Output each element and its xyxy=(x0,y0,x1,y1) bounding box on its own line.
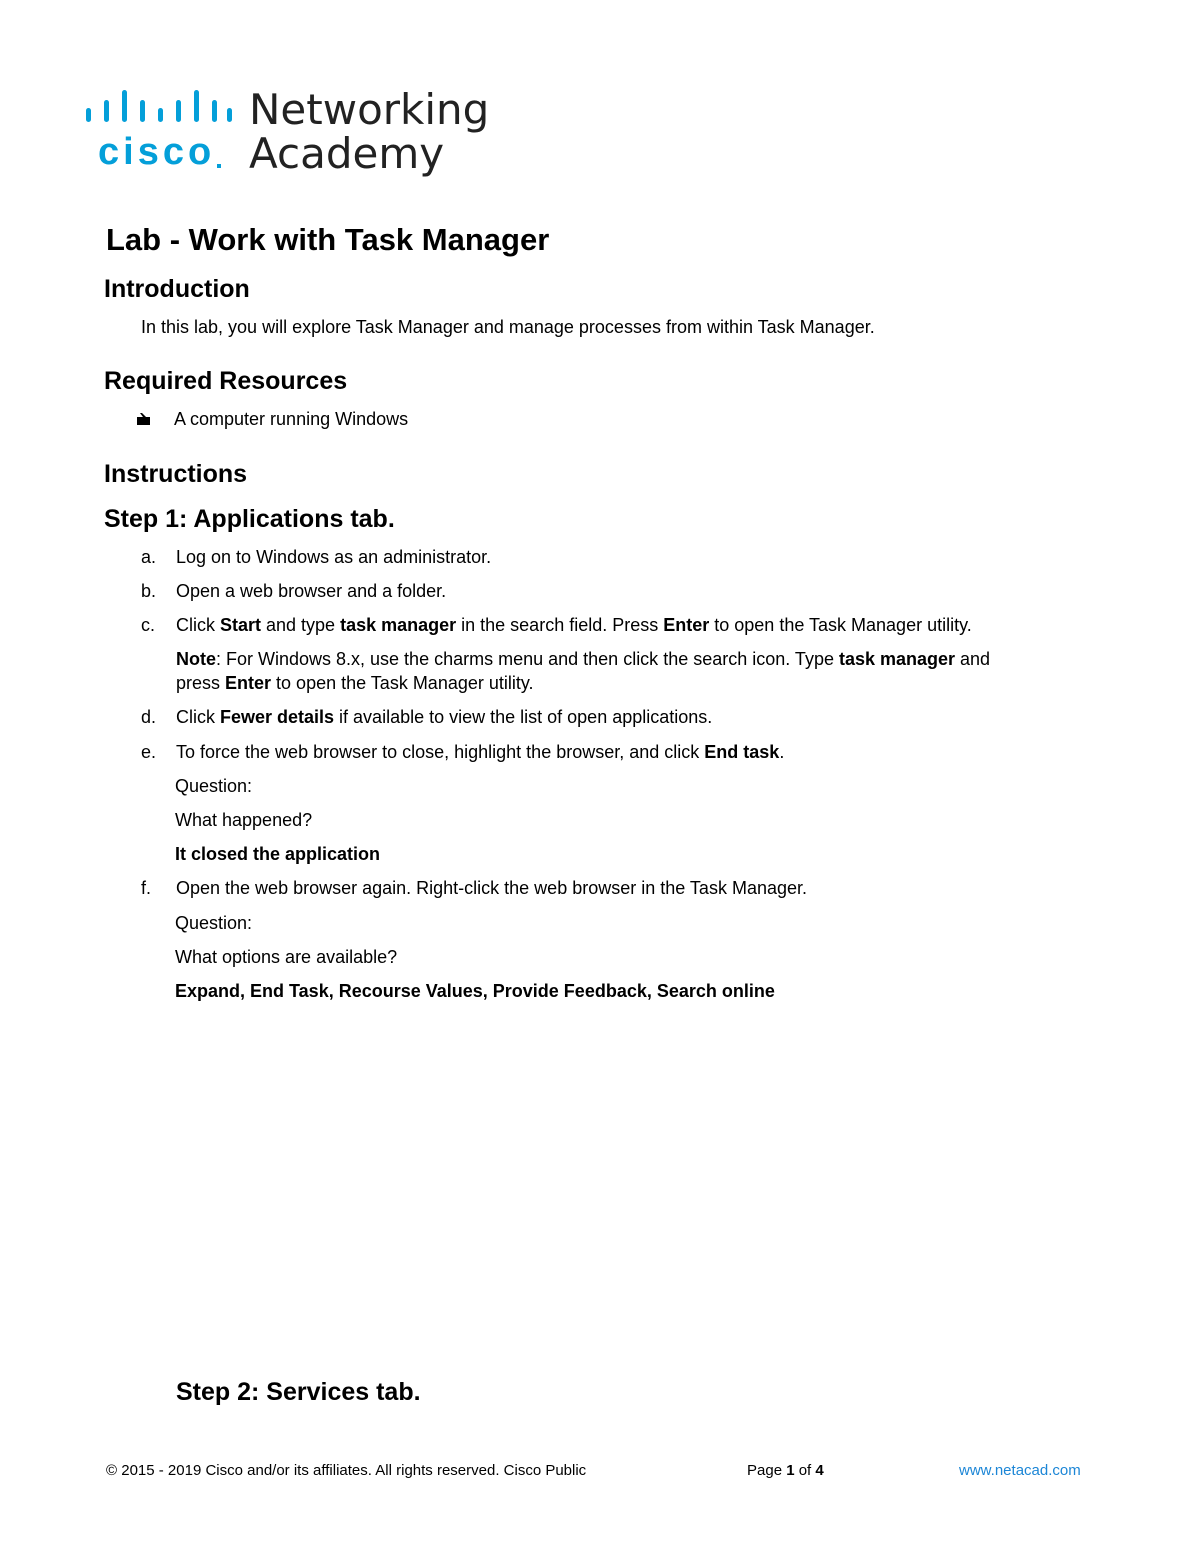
footer-page-number: Page 1 of 4 xyxy=(747,1462,824,1479)
cisco-wordmark: cisco xyxy=(98,131,216,173)
step2-heading: Step 2: Services tab. xyxy=(176,1378,421,1406)
cisco-bars-icon xyxy=(84,86,234,130)
item-c-letter: c. xyxy=(141,615,156,635)
item-e-letter: e. xyxy=(141,742,157,762)
item-d-letter: d. xyxy=(141,707,157,727)
item-a-text: Log on to Windows as an administrator. xyxy=(176,547,492,567)
note-line-1: Note: For Windows 8.x, use the charms menu and then click the search icon. Type task manager and xyxy=(176,649,991,669)
item-e-question-label: Question: xyxy=(175,776,253,796)
item-d-text: Click Fewer details if available to view the list of open applications. xyxy=(176,707,713,727)
item-b-text: Open a web browser and a folder. xyxy=(176,581,447,601)
item-f-answer: Expand, End Task, Recourse Values, Provide Feedback, Search online xyxy=(175,981,775,1001)
item-c-text: Click Start and type task manager in the search field. Press Enter to open the Task Manager utility. xyxy=(176,615,972,635)
copyright-icon: © xyxy=(106,1462,118,1479)
cisco-networking-academy-logo xyxy=(84,85,490,178)
item-b-letter: b. xyxy=(141,581,157,601)
footer-copyright: © 2015 - 2019 Cisco and/or its affiliates. All rights reserved. Cisco Public xyxy=(106,1462,587,1479)
item-f-letter: f. xyxy=(141,878,152,898)
item-e-text: To force the web browser to close, highlight the browser, and click End task. xyxy=(176,742,785,762)
required-resources-heading: Required Resources xyxy=(104,367,348,395)
logo-line-networking: Networking xyxy=(249,85,490,134)
introduction-text: In this lab, you will explore Task Manager and manage processes from within Task Manager. xyxy=(141,317,875,337)
lab-title: Lab - Work with Task Manager xyxy=(106,222,550,257)
item-f-question: What options are available? xyxy=(175,947,398,967)
item-e-answer: It closed the application xyxy=(175,844,381,864)
step1-heading: Step 1: Applications tab. xyxy=(104,505,395,533)
item-a-letter: a. xyxy=(141,547,157,567)
cisco-wordmark-dot xyxy=(217,164,221,168)
note-line-2: press Enter to open the Task Manager utility. xyxy=(176,673,534,693)
item-f-text: Open the web browser again. Right-click the web browser in the Task Manager. xyxy=(176,878,807,898)
resource-item: A computer running Windows xyxy=(174,409,409,429)
logo-line-academy: Academy xyxy=(249,129,445,178)
footer-url-link[interactable]: www.netacad.com xyxy=(959,1462,1081,1479)
introduction-heading: Introduction xyxy=(104,275,250,303)
item-f-question-label: Question: xyxy=(175,913,253,933)
item-e-question: What happened? xyxy=(175,810,313,830)
instructions-heading: Instructions xyxy=(104,460,248,488)
pointing-hand-bullet-icon xyxy=(136,412,152,426)
